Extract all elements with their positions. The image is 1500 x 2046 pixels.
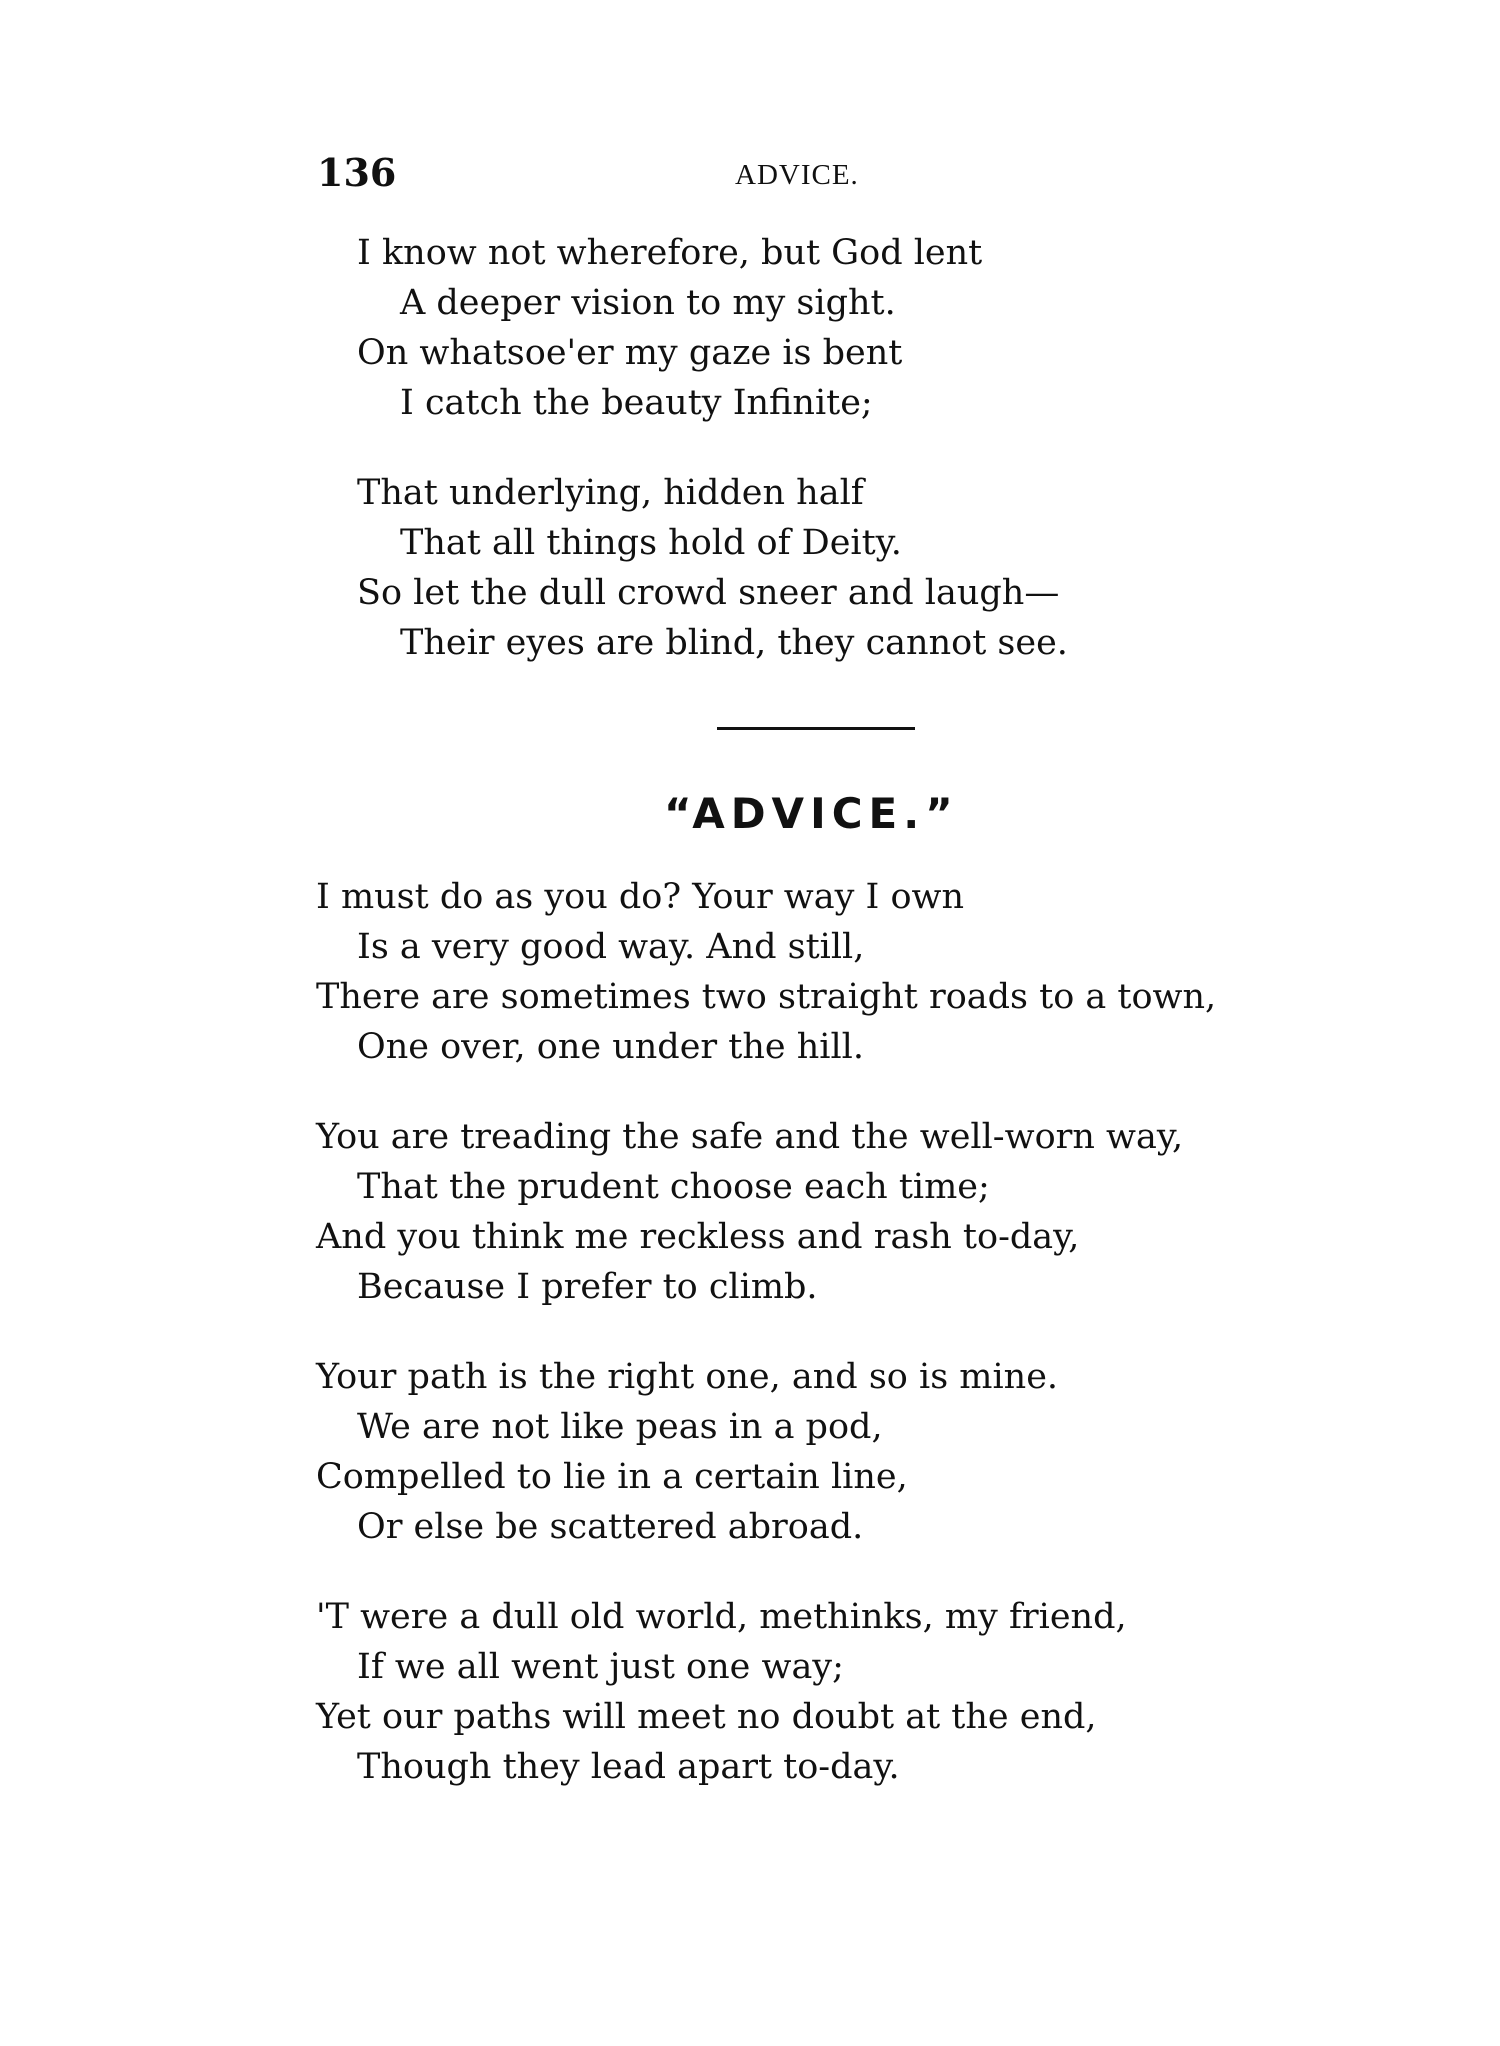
stanza xyxy=(0,1112,1500,1312)
stanza-gap xyxy=(0,1552,1500,1592)
poem-line: Is a very good way. And still, xyxy=(357,927,865,967)
page-header xyxy=(0,148,1500,198)
poem-line: I must do as you do? Your way I own xyxy=(316,877,965,917)
poem-line: Or else be scattered abroad. xyxy=(357,1507,864,1547)
poem-line: That the prudent choose each time; xyxy=(357,1167,990,1207)
poem-line: So let the dull crowd sneer and laugh— xyxy=(357,573,1060,613)
poem-line: You are treading the safe and the well-worn way, xyxy=(316,1117,1184,1157)
stanza-gap xyxy=(0,1312,1500,1352)
poem-line: Compelled to lie in a certain line, xyxy=(316,1457,908,1497)
stanza-gap xyxy=(0,1072,1500,1112)
poem-line: Though they lead apart to-day. xyxy=(357,1747,900,1787)
poem-advice xyxy=(0,872,1500,1792)
stanza xyxy=(0,228,1500,428)
poem-title: “ADVICE.” xyxy=(664,789,959,838)
poem-line: I catch the beauty Infinite; xyxy=(400,383,873,423)
running-head: ADVICE. xyxy=(735,159,859,191)
poem-line: On whatsoe'er my gaze is bent xyxy=(357,333,903,373)
poem-line: And you think me reckless and rash to-day, xyxy=(316,1217,1080,1257)
stanza xyxy=(0,1352,1500,1552)
poem-line: That underlying, hidden half xyxy=(357,473,864,513)
poem-line: Your path is the right one, and so is mine. xyxy=(316,1357,1059,1397)
poem-line: A deeper vision to my sight. xyxy=(400,283,896,323)
poem-line: Because I prefer to climb. xyxy=(357,1267,818,1307)
poem-line: We are not like peas in a pod, xyxy=(357,1407,883,1447)
poem-line: I know not wherefore, but God lent xyxy=(357,233,983,273)
poem-line: If we all went just one way; xyxy=(357,1647,844,1687)
poem-line: Yet our paths will meet no doubt at the end, xyxy=(316,1697,1097,1737)
stanza xyxy=(0,1592,1500,1792)
continued-poem xyxy=(0,228,1500,668)
poem-line: That all things hold of Deity. xyxy=(400,523,902,563)
stanza-gap xyxy=(0,428,1500,468)
poem-line: Their eyes are blind, they cannot see. xyxy=(400,623,1068,663)
stanza xyxy=(0,872,1500,1072)
poem-line: One over, one under the hill. xyxy=(357,1027,864,1067)
section-divider-rule xyxy=(717,727,915,730)
poem-line: 'T were a dull old world, methinks, my friend, xyxy=(316,1597,1127,1637)
poem-line: There are sometimes two straight roads to a town, xyxy=(316,977,1217,1017)
stanza xyxy=(0,468,1500,668)
page-number: 136 xyxy=(317,150,397,195)
